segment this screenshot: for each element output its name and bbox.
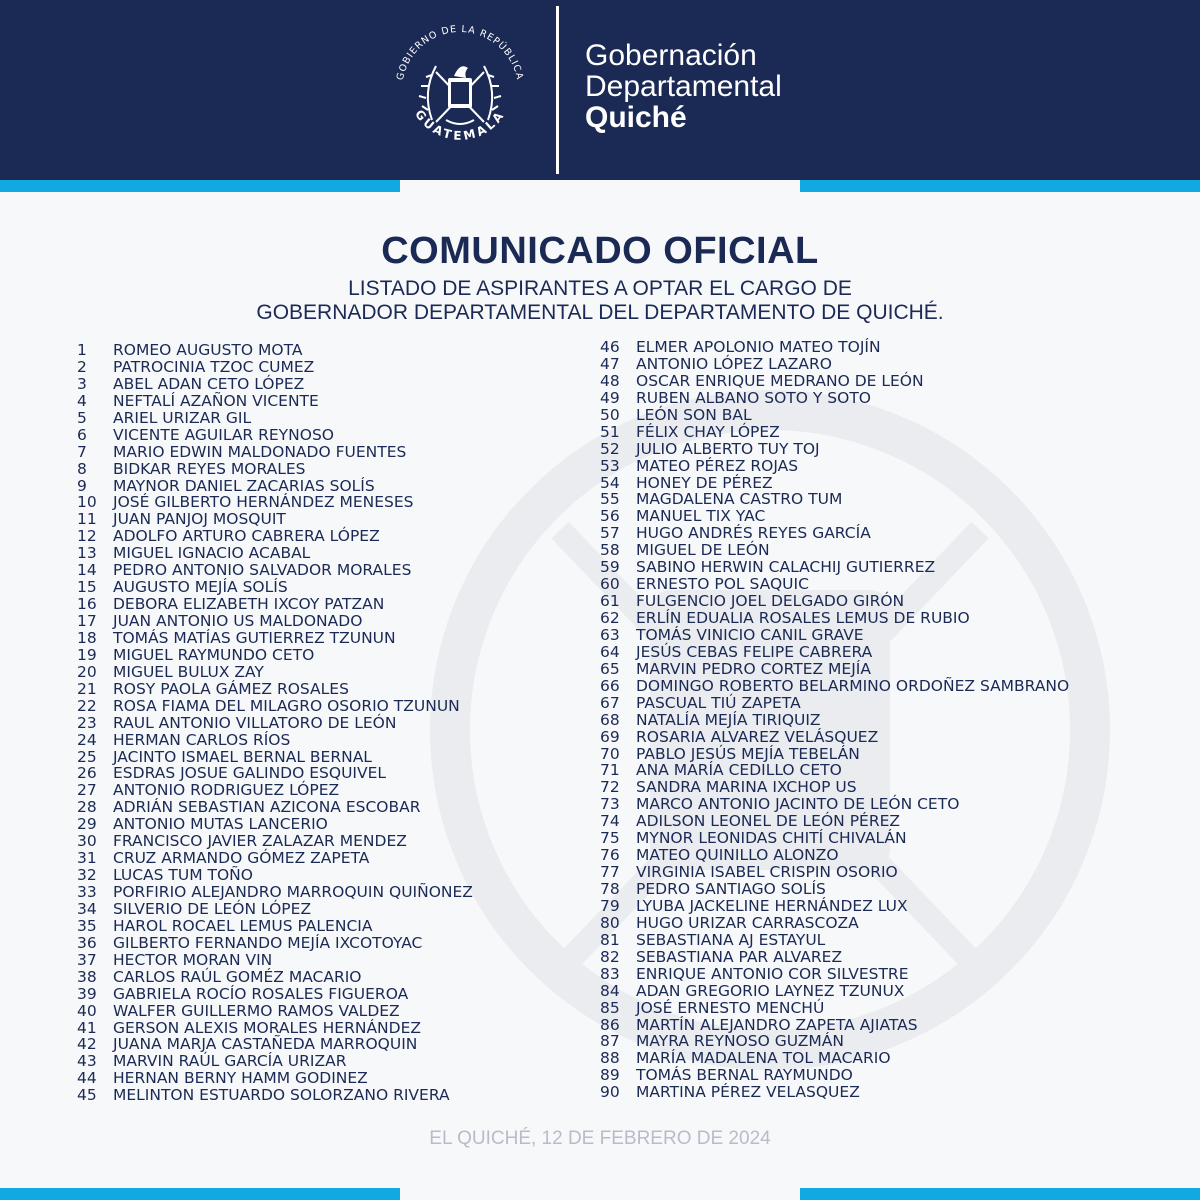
- list-item: [77, 867, 473, 884]
- list-item-number: 37: [77, 950, 97, 969]
- list-item: [77, 545, 473, 562]
- list-item-number: 42: [77, 1035, 97, 1054]
- list-item-name: JUAN PANJOJ MOSQUIT: [113, 510, 286, 529]
- list-item-number: 12: [77, 527, 97, 546]
- list-item-name: VICENTE AGUILAR REYNOSO: [113, 425, 334, 444]
- list-item-number: 26: [77, 764, 97, 783]
- list-item-number: 90: [600, 1083, 620, 1102]
- list-item-number: 85: [600, 998, 620, 1017]
- list-item-name: JOSÉ GILBERTO HERNÁNDEZ MENESES: [113, 493, 414, 512]
- subtitle-line-2: GOBERNADOR DEPARTAMENTAL DEL DEPARTAMENTO DE QUICHÉ.: [256, 301, 944, 324]
- document-title: COMUNICADO OFICIAL: [381, 230, 819, 272]
- list-item-name: MAYNOR DANIEL ZACARIAS SOLÍS: [113, 476, 375, 495]
- list-item-number: 70: [600, 744, 620, 763]
- list-item: [77, 1070, 473, 1087]
- list-item: [77, 494, 473, 511]
- list-item: [77, 376, 473, 393]
- list-item-number: 69: [600, 727, 620, 746]
- list-item-number: 22: [77, 696, 97, 715]
- list-item-name: MYNOR LEONIDAS CHITÍ CHIVALÁN: [636, 829, 907, 848]
- list-item-number: 1: [77, 341, 87, 359]
- list-item-name: MATEO QUINILLO ALONZO: [636, 846, 839, 865]
- list-item: [600, 1000, 1069, 1017]
- list-item-number: 86: [600, 1015, 620, 1034]
- list-item: [77, 630, 473, 647]
- list-item-name: MARÍA MADALENA TOL MACARIO: [636, 1049, 891, 1068]
- list-item-number: 61: [600, 592, 620, 611]
- list-item: [600, 390, 1069, 407]
- list-item-name: MAYRA REYNOSO GUZMÁN: [636, 1032, 844, 1051]
- list-item: [600, 1050, 1069, 1067]
- list-item-number: 14: [77, 561, 97, 580]
- list-item-number: 10: [77, 493, 97, 512]
- list-item-number: 20: [77, 662, 97, 681]
- list-item-number: 38: [77, 967, 97, 986]
- list-item-number: 36: [77, 933, 97, 952]
- list-item: [77, 799, 473, 816]
- list-item: [77, 528, 473, 545]
- list-item-name: TOMÁS VINICIO CANIL GRAVE: [636, 625, 864, 644]
- list-item-name: TOMÁS MATÍAS GUTIERREZ TZUNUN: [113, 628, 396, 647]
- list-item: [600, 813, 1069, 830]
- list-item-name: ENRIQUE ANTONIO COR SILVESTRE: [636, 964, 909, 983]
- list-item-name: ANTONIO MUTAS LANCERIO: [113, 815, 328, 834]
- list-item-number: 28: [77, 798, 97, 817]
- list-item: [600, 458, 1069, 475]
- list-item-number: 35: [77, 916, 97, 935]
- list-item-number: 50: [600, 405, 620, 424]
- list-item: [77, 1087, 473, 1104]
- list-item-name: SANDRA MARINA IXCHOP US: [636, 778, 857, 797]
- list-item: [77, 816, 473, 833]
- list-item: [77, 765, 473, 782]
- accent-bar-top-left: [0, 180, 400, 192]
- list-item: [600, 898, 1069, 915]
- list-item-name: MARTINA PÉREZ VELASQUEZ: [636, 1083, 860, 1102]
- list-item-name: PEDRO SANTIAGO SOLÍS: [636, 880, 826, 898]
- list-item: [77, 884, 473, 901]
- list-item: [600, 339, 1069, 356]
- list-item-name: ADRIÁN SEBASTIAN AZICONA ESCOBAR: [113, 798, 421, 817]
- list-item: [600, 678, 1069, 695]
- list-item-number: 67: [600, 693, 620, 712]
- list-item: [77, 342, 473, 359]
- list-item-name: HUGO URIZAR CARRASCOZA: [636, 913, 859, 932]
- list-item: [600, 712, 1069, 729]
- list-item-name: RAUL ANTONIO VILLATORO DE LEÓN: [113, 713, 397, 732]
- list-item-name: PORFIRIO ALEJANDRO MARROQUIN QUIÑONEZ: [113, 883, 473, 901]
- list-item-number: 65: [600, 659, 620, 678]
- list-item-name: OSCAR ENRIQUE MEDRANO DE LEÓN: [636, 371, 924, 390]
- list-item-number: 78: [600, 880, 620, 898]
- candidate-list-right: [600, 339, 1069, 1101]
- list-item-name: MELINTON ESTUARDO SOLORZANO RIVERA: [113, 1086, 450, 1105]
- list-item: [77, 359, 473, 376]
- list-item: [77, 647, 473, 664]
- coat-of-arms-logo: [380, 10, 540, 170]
- list-item: [600, 491, 1069, 508]
- list-item: [600, 881, 1069, 898]
- list-item-number: 44: [77, 1069, 97, 1088]
- list-item: [600, 796, 1069, 813]
- list-item-name: NEFTALÍ AZAÑON VICENTE: [113, 391, 319, 410]
- list-item-name: MARVIN RAÚL GARCÍA URIZAR: [113, 1052, 347, 1071]
- list-item-number: 56: [600, 507, 620, 526]
- list-item-name: MARIO EDWIN MALDONADO FUENTES: [113, 442, 407, 461]
- list-item: [77, 681, 473, 698]
- list-item: [600, 983, 1069, 1000]
- list-item-number: 11: [77, 510, 97, 529]
- list-item-name: LEÓN SON BAL: [636, 405, 752, 424]
- header-banner: [0, 0, 1200, 180]
- list-item: [77, 393, 473, 410]
- list-item-number: 17: [77, 612, 97, 630]
- list-item: [77, 935, 473, 952]
- list-item: [77, 901, 473, 918]
- list-item-number: 73: [600, 795, 620, 814]
- seal-top-text: GOBIERNO DE LA REPÚBLICA: [394, 23, 526, 82]
- list-item-name: AUGUSTO MEJÍA SOLÍS: [113, 578, 288, 597]
- list-item-number: 47: [600, 354, 620, 373]
- list-item: [600, 593, 1069, 610]
- list-item-name: ROSY PAOLA GÁMEZ ROSALES: [113, 679, 349, 698]
- list-item: [77, 986, 473, 1003]
- list-item-number: 5: [77, 408, 87, 427]
- list-item-name: SEBASTIANA AJ ESTAYUL: [636, 930, 826, 949]
- list-item-number: 89: [600, 1066, 620, 1085]
- list-item-name: CRUZ ARMANDO GÓMEZ ZAPETA: [113, 849, 370, 868]
- list-item-number: 4: [77, 391, 87, 410]
- list-item-name: ABEL ADAN CETO LÓPEZ: [113, 374, 305, 393]
- list-item-number: 66: [600, 676, 620, 695]
- list-item-number: 87: [600, 1032, 620, 1051]
- list-item: [600, 695, 1069, 712]
- list-item-name: JULIO ALBERTO TUY TOJ: [636, 439, 820, 458]
- list-item-number: 49: [600, 388, 620, 407]
- list-item: [600, 576, 1069, 593]
- list-item-number: 83: [600, 964, 620, 983]
- list-item: [77, 1053, 473, 1070]
- list-item-name: FULGENCIO JOEL DELGADO GIRÓN: [636, 592, 905, 611]
- list-item-number: 24: [77, 730, 97, 749]
- list-item: [600, 830, 1069, 847]
- list-item-name: HAROL ROCAEL LEMUS PALENCIA: [113, 916, 373, 935]
- list-item-number: 19: [77, 645, 97, 664]
- list-item-number: 15: [77, 578, 97, 597]
- list-item-number: 55: [600, 490, 620, 509]
- list-item: [600, 915, 1069, 932]
- list-item-number: 63: [600, 625, 620, 644]
- list-item-name: ANTONIO LÓPEZ LAZARO: [636, 354, 832, 373]
- document-subtitle: [0, 277, 1200, 325]
- list-item-name: SEBASTIANA PAR ALVAREZ: [636, 947, 843, 966]
- list-item-number: 2: [77, 357, 87, 376]
- list-item-name: ROSARIA ALVAREZ VELÁSQUEZ: [636, 727, 879, 746]
- list-item-number: 40: [77, 1001, 97, 1020]
- list-item-number: 54: [600, 473, 620, 492]
- list-item-name: NATALÍA MEJÍA TIRIQUIZ: [636, 710, 821, 729]
- list-item-number: 27: [77, 781, 97, 800]
- list-item: [77, 715, 473, 732]
- list-item-number: 39: [77, 984, 97, 1003]
- list-item-number: 77: [600, 863, 620, 882]
- list-item-name: MIGUEL IGNACIO ACABAL: [113, 544, 311, 563]
- list-item: [600, 373, 1069, 390]
- list-item: [600, 525, 1069, 542]
- list-item-name: HERMAN CARLOS RÍOS: [113, 730, 291, 749]
- list-item-name: ADOLFO ARTURO CABRERA LÓPEZ: [113, 527, 380, 546]
- list-item-number: 21: [77, 679, 97, 698]
- list-item: [600, 441, 1069, 458]
- list-item-number: 23: [77, 713, 97, 732]
- list-item-name: WALFER GUILLERMO RAMOS VALDEZ: [113, 1001, 400, 1020]
- list-item-name: LYUBA JACKELINE HERNÁNDEZ LUX: [636, 896, 908, 915]
- list-item-number: 33: [77, 883, 97, 901]
- list-item-number: 57: [600, 524, 620, 543]
- list-item-name: VIRGINIA ISABEL CRISPIN OSORIO: [636, 863, 898, 882]
- list-item: [600, 475, 1069, 492]
- list-item-name: PABLO JESÚS MEJÍA TEBELÁN: [636, 744, 860, 763]
- accent-bar-bottom-right: [800, 1188, 1200, 1200]
- list-item: [77, 782, 473, 799]
- list-item-name: HONEY DE PÉREZ: [636, 473, 773, 492]
- list-item-number: 74: [600, 812, 620, 831]
- list-item: [600, 1017, 1069, 1034]
- list-item: [77, 749, 473, 766]
- list-item-name: ESDRAS JOSUE GALINDO ESQUIVEL: [113, 764, 387, 783]
- list-item: [77, 732, 473, 749]
- list-item-name: ELMER APOLONIO MATEO TOJÍN: [636, 338, 881, 356]
- list-item: [77, 613, 473, 630]
- list-item-name: HECTOR MORAN VIN: [113, 950, 273, 969]
- list-item-number: 34: [77, 899, 97, 918]
- list-item: [600, 949, 1069, 966]
- list-item-name: JUAN ANTONIO US MALDONADO: [113, 612, 363, 630]
- list-item-name: MAGDALENA CASTRO TUM: [636, 490, 843, 509]
- list-item: [600, 407, 1069, 424]
- list-item-number: 13: [77, 544, 97, 563]
- list-item-name: MIGUEL RAYMUNDO CETO: [113, 645, 315, 664]
- list-item-number: 6: [77, 425, 87, 444]
- list-item-name: MIGUEL BULUX ZAY: [113, 662, 264, 681]
- list-item: [77, 664, 473, 681]
- list-item-number: 64: [600, 642, 620, 661]
- list-item-number: 82: [600, 947, 620, 966]
- list-item: [77, 562, 473, 579]
- list-item-name: DEBORA ELIZABETH IXCOY PATZAN: [113, 595, 385, 614]
- list-item: [77, 1020, 473, 1037]
- list-item: [77, 511, 473, 528]
- list-item: [77, 427, 473, 444]
- list-item: [77, 952, 473, 969]
- list-item-number: 88: [600, 1049, 620, 1068]
- list-item-name: GABRIELA ROCÍO ROSALES FIGUEROA: [113, 984, 409, 1003]
- list-item-number: 8: [77, 459, 87, 478]
- list-item-name: ADILSON LEONEL DE LEÓN PÉREZ: [636, 812, 901, 831]
- candidate-list-left: [77, 342, 473, 1104]
- list-item-name: MATEO PÉREZ ROJAS: [636, 456, 799, 475]
- list-item-number: 79: [600, 896, 620, 915]
- agency-name-line1: Gobernación: [585, 39, 757, 72]
- document-date: EL QUICHÉ, 12 DE FEBRERO DE 2024: [429, 1128, 771, 1149]
- list-item-name: LUCAS TUM TOÑO: [113, 866, 253, 885]
- list-item-name: GERSON ALEXIS MORALES HERNÁNDEZ: [113, 1018, 421, 1037]
- list-item-name: SABINO HERWIN CALACHIJ GUTIERREZ: [636, 558, 936, 577]
- list-item-number: 29: [77, 815, 97, 834]
- list-item: [600, 610, 1069, 627]
- list-item: [77, 579, 473, 596]
- list-item-name: ERNESTO POL SAQUIC: [636, 575, 809, 594]
- list-item-number: 58: [600, 541, 620, 560]
- list-item: [77, 1003, 473, 1020]
- list-item-number: 45: [77, 1086, 97, 1105]
- list-item-name: RUBEN ALBANO SOTO Y SOTO: [636, 388, 871, 407]
- list-item-name: SILVERIO DE LEÓN LÓPEZ: [113, 899, 312, 918]
- list-item: [600, 864, 1069, 881]
- list-item-name: MANUEL TIX YAC: [636, 507, 766, 526]
- list-item: [77, 969, 473, 986]
- list-item: [77, 698, 473, 715]
- list-item-number: 32: [77, 866, 97, 885]
- list-item-number: 80: [600, 913, 620, 932]
- list-item-name: ADAN GREGORIO LAYNEZ TZUNUX: [636, 981, 905, 1000]
- list-item: [600, 746, 1069, 763]
- list-item-name: FÉLIX CHAY LÓPEZ: [636, 422, 780, 441]
- list-item-name: ANTONIO RODRIGUEZ LÓPEZ: [113, 781, 340, 800]
- list-item: [600, 542, 1069, 559]
- list-item: [600, 627, 1069, 644]
- list-item: [600, 1033, 1069, 1050]
- list-item-name: FRANCISCO JAVIER ZALAZAR MENDEZ: [113, 832, 407, 851]
- list-item: [77, 444, 473, 461]
- list-item: [77, 410, 473, 427]
- list-item-name: JESÚS CEBAS FELIPE CABRERA: [636, 642, 873, 661]
- list-item: [600, 762, 1069, 779]
- list-item: [600, 661, 1069, 678]
- list-item-name: ANA MARÍA CEDILLO CETO: [636, 761, 842, 780]
- list-item: [600, 559, 1069, 576]
- list-item-number: 43: [77, 1052, 97, 1071]
- list-item: [77, 918, 473, 935]
- list-item-number: 16: [77, 595, 97, 614]
- list-item-number: 18: [77, 628, 97, 647]
- list-item: [77, 850, 473, 867]
- list-item-number: 51: [600, 422, 620, 441]
- list-item-name: TOMÁS BERNAL RAYMUNDO: [636, 1066, 853, 1085]
- accent-bar-bottom-left: [0, 1188, 400, 1200]
- list-item-name: ERLÍN EDUALIA ROSALES LEMUS DE RUBIO: [636, 609, 970, 627]
- list-item-name: PASCUAL TIÚ ZAPETA: [636, 693, 801, 712]
- list-item-name: MARTÍN ALEJANDRO ZAPETA AJIATAS: [636, 1015, 918, 1034]
- list-item-number: 52: [600, 439, 620, 458]
- list-item-name: ARIEL URIZAR GIL: [113, 408, 252, 427]
- list-item-number: 76: [600, 846, 620, 865]
- list-item: [600, 356, 1069, 373]
- list-item-name: PEDRO ANTONIO SALVADOR MORALES: [113, 561, 412, 580]
- list-item: [600, 508, 1069, 525]
- list-item-number: 81: [600, 930, 620, 949]
- list-item: [600, 1084, 1069, 1101]
- list-item-name: HERNAN BERNY HAMM GODINEZ: [113, 1069, 368, 1088]
- list-item-number: 75: [600, 829, 620, 848]
- list-item: [600, 966, 1069, 983]
- list-item-number: 84: [600, 981, 620, 1000]
- list-item: [600, 729, 1069, 746]
- list-item-number: 9: [77, 476, 87, 495]
- list-item-name: MARVIN PEDRO CORTEZ MEJÍA: [636, 659, 871, 678]
- list-item-name: CARLOS RAÚL GOMÉZ MACARIO: [113, 967, 362, 986]
- list-item-name: GILBERTO FERNANDO MEJÍA IXCOTOYAC: [113, 933, 423, 952]
- list-item-number: 30: [77, 832, 97, 851]
- list-item-name: ROMEO AUGUSTO MOTA: [113, 341, 303, 359]
- list-item-number: 7: [77, 442, 87, 461]
- list-item: [77, 596, 473, 613]
- list-item: [600, 779, 1069, 796]
- list-item-number: 41: [77, 1018, 97, 1037]
- list-item-name: JUANA MARJA CASTAÑEDA MARROQUIN: [113, 1035, 418, 1054]
- list-item-number: 48: [600, 371, 620, 390]
- agency-name-line3: Quiché: [585, 101, 687, 134]
- list-item-number: 25: [77, 747, 97, 766]
- list-item-number: 72: [600, 778, 620, 797]
- list-item-name: JACINTO ISMAEL BERNAL BERNAL: [113, 747, 372, 766]
- list-item-name: BIDKAR REYES MORALES: [113, 459, 306, 478]
- list-item-name: PATROCINIA TZOC CUMEZ: [113, 357, 315, 376]
- svg-text:GUATEMALA: [412, 107, 508, 143]
- header-divider: [556, 6, 559, 174]
- list-item: [600, 644, 1069, 661]
- subtitle-line-1: LISTADO DE ASPIRANTES A OPTAR EL CARGO DE: [348, 277, 852, 300]
- list-item-number: 59: [600, 558, 620, 577]
- accent-bar-top-right: [800, 180, 1200, 192]
- agency-name-line2: Departamental: [585, 70, 782, 103]
- list-item: [77, 1036, 473, 1053]
- list-item: [600, 932, 1069, 949]
- list-item-number: 53: [600, 456, 620, 475]
- list-item: [77, 833, 473, 850]
- list-item-name: MIGUEL DE LEÓN: [636, 541, 770, 560]
- list-item-number: 31: [77, 849, 97, 868]
- list-item-number: 62: [600, 609, 620, 627]
- list-item: [600, 424, 1069, 441]
- list-item-name: ROSA FIAMA DEL MILAGRO OSORIO TZUNUN: [113, 696, 460, 715]
- list-item: [77, 478, 473, 495]
- list-item: [77, 461, 473, 478]
- list-item-number: 60: [600, 575, 620, 594]
- list-item-number: 3: [77, 374, 87, 393]
- agency-name: [585, 40, 782, 133]
- list-item: [600, 847, 1069, 864]
- list-item-name: HUGO ANDRÉS REYES GARCÍA: [636, 524, 871, 543]
- list-item-name: MARCO ANTONIO JACINTO DE LEÓN CETO: [636, 795, 960, 814]
- list-item-name: DOMINGO ROBERTO BELARMINO ORDOÑEZ SAMBRANO: [636, 676, 1070, 695]
- list-item-number: 46: [600, 338, 620, 356]
- list-item-name: JOSÉ ERNESTO MENCHÚ: [636, 998, 825, 1017]
- list-item: [600, 1067, 1069, 1084]
- list-item-number: 71: [600, 761, 620, 780]
- seal-bottom-text: GUATEMALA: [412, 107, 508, 143]
- list-item-number: 68: [600, 710, 620, 729]
